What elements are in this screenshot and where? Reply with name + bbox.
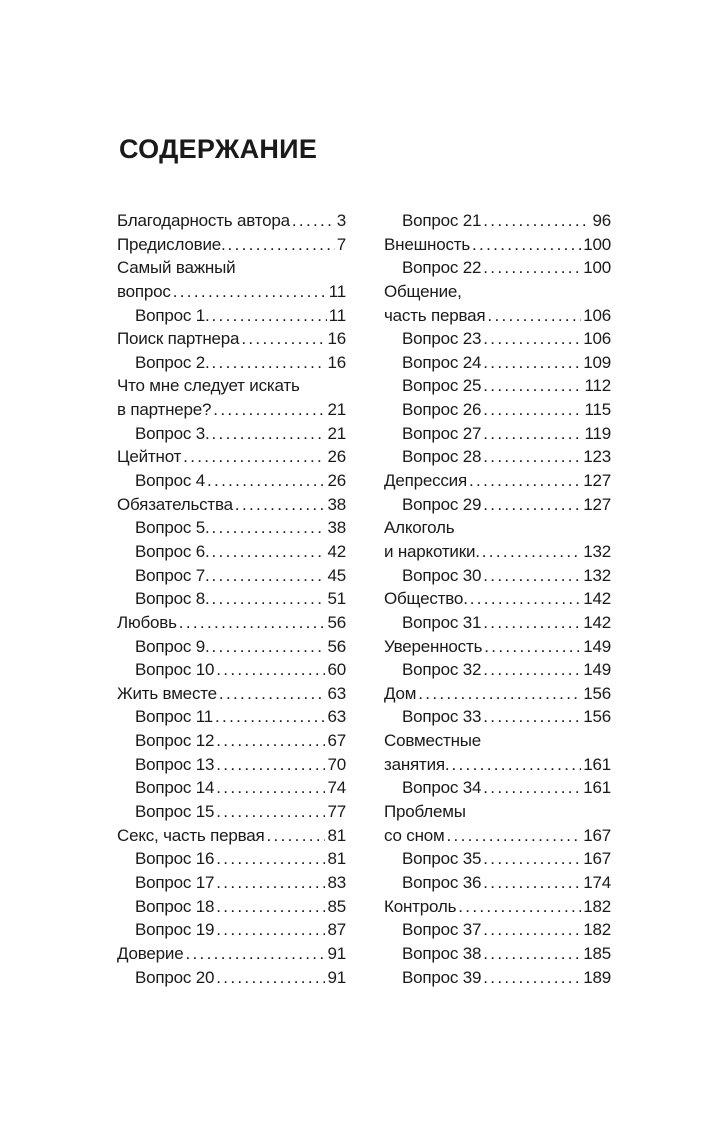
toc-subentry[interactable]: [117, 516, 346, 540]
toc-entry-title: Контроль: [384, 896, 457, 916]
toc-page-number: 81: [327, 849, 346, 869]
toc-entry-title: Вопрос 6.: [135, 541, 210, 561]
dot-leader: [483, 942, 581, 966]
toc-entry-title: вопрос: [117, 281, 171, 301]
toc-entry-title: Вопрос 1.: [135, 305, 210, 325]
toc-entry[interactable]: [384, 233, 611, 257]
dot-leader: [470, 587, 582, 611]
toc-entry-title: Общение,: [384, 281, 462, 301]
dot-leader: [216, 847, 325, 871]
toc-subentry[interactable]: [384, 374, 611, 398]
toc-entry-title: Вопрос 27: [402, 423, 482, 443]
dot-leader: [484, 635, 581, 659]
toc-page-number: 51: [327, 589, 346, 609]
toc-entry[interactable]: [384, 729, 611, 753]
dot-leader: [228, 233, 335, 257]
toc-entry-title: Вопрос 30: [402, 565, 482, 585]
dot-leader: [267, 824, 326, 848]
toc-entry-title: Вопрос 14: [135, 778, 215, 798]
toc-subentry[interactable]: [117, 776, 346, 800]
toc-entry-title: Вопрос 17: [135, 872, 215, 892]
toc-subentry[interactable]: [117, 895, 346, 919]
toc-page-number: 132: [583, 541, 611, 561]
toc-page-number: 156: [583, 683, 611, 703]
toc-entry-title: Вопрос 22: [402, 258, 482, 278]
toc-page-number: 127: [583, 471, 611, 491]
toc-entry-title: часть первая: [384, 305, 486, 325]
toc-entry[interactable]: [117, 280, 346, 304]
toc-entry-title: в партнере?: [117, 400, 212, 420]
toc-entry[interactable]: [117, 445, 346, 469]
toc-subentry[interactable]: [117, 422, 346, 446]
toc-entry[interactable]: [117, 942, 346, 966]
dot-leader: [483, 611, 581, 635]
toc-subentry[interactable]: [117, 304, 346, 328]
toc-page-number: 74: [327, 778, 346, 798]
toc-page-number: 63: [327, 683, 346, 703]
toc-entry[interactable]: [117, 824, 346, 848]
toc-entry-title: занятия.: [384, 754, 450, 774]
toc-page-number: 106: [583, 329, 611, 349]
toc-entry-title: Вопрос 29: [402, 494, 482, 514]
toc-entry-title: Вопрос 32: [402, 660, 482, 680]
toc-subentry[interactable]: [117, 918, 346, 942]
toc-entry[interactable]: [384, 469, 611, 493]
toc-subentry[interactable]: [384, 776, 611, 800]
toc-entry-title: Вопрос 19: [135, 920, 215, 940]
dot-leader: [212, 304, 327, 328]
toc-page-number: 81: [327, 825, 346, 845]
toc-entry-title: Вопрос 4: [135, 471, 205, 491]
dot-leader: [483, 445, 581, 469]
toc-page-number: 115: [584, 400, 611, 420]
toc-entry-title: Вопрос 7.: [135, 565, 210, 585]
dot-leader: [482, 540, 581, 564]
dot-leader: [216, 658, 325, 682]
toc-entry-title: Вопрос 35: [402, 849, 482, 869]
toc-page-number: 60: [327, 660, 346, 680]
toc-subentry[interactable]: [384, 327, 611, 351]
dot-leader: [483, 705, 581, 729]
toc-page-number: 100: [583, 234, 611, 254]
dot-leader: [216, 966, 325, 990]
toc-page-number: 67: [327, 731, 346, 751]
toc-entry-title: Вопрос 15: [135, 802, 215, 822]
toc-subentry[interactable]: [117, 871, 346, 895]
dot-leader: [213, 398, 325, 422]
toc-entry[interactable]: [384, 304, 611, 328]
dot-leader: [483, 422, 582, 446]
toc-entry-title: Вопрос 10: [135, 660, 215, 680]
toc-subentry[interactable]: [117, 587, 346, 611]
dot-leader: [185, 942, 325, 966]
toc-subentry[interactable]: [384, 398, 611, 422]
dot-leader: [212, 564, 326, 588]
toc-entry-title: Цейтнот: [117, 447, 182, 467]
toc-entry[interactable]: [117, 327, 346, 351]
toc-entry-title: Благодарность автора: [117, 211, 290, 230]
dot-leader: [418, 682, 581, 706]
toc-entry[interactable]: [117, 256, 346, 280]
toc-page-number: 167: [583, 825, 611, 845]
toc-page-number: 185: [583, 943, 611, 963]
toc-entry[interactable]: [117, 398, 346, 422]
toc-entry-title: Вопрос 25: [402, 376, 482, 396]
toc-entry-title: Вопрос 8.: [135, 589, 210, 609]
dot-leader: [216, 729, 325, 753]
dot-leader: [212, 351, 326, 375]
dot-leader: [483, 398, 582, 422]
toc-page-number: 16: [327, 329, 346, 349]
toc-entry-title: Что мне следует искать: [117, 376, 300, 396]
dot-leader: [451, 753, 581, 777]
toc-page-number: 123: [583, 447, 611, 467]
dot-leader: [207, 469, 325, 493]
toc-entry-title: Алкоголь: [384, 518, 455, 538]
dot-leader: [173, 280, 327, 304]
toc-entry-title: Вопрос 16: [135, 849, 215, 869]
dot-leader: [212, 540, 326, 564]
toc-page-number: 91: [327, 967, 346, 987]
dot-leader: [472, 233, 581, 257]
toc-page-number: 85: [327, 896, 346, 916]
dot-leader: [212, 587, 326, 611]
toc-page-number: 119: [584, 423, 611, 443]
dot-leader: [483, 327, 581, 351]
toc-page-number: 149: [583, 660, 611, 680]
toc-entry-title: Вопрос 21: [402, 211, 482, 230]
toc-page-number: 182: [583, 896, 611, 916]
toc-entry[interactable]: [117, 682, 346, 706]
toc-entry-title: Вопрос 38: [402, 943, 482, 963]
dot-leader: [483, 564, 581, 588]
toc-page-number: 91: [327, 943, 346, 963]
toc-page-number: 83: [327, 872, 346, 892]
toc-entry-title: Совместные: [384, 731, 482, 751]
toc-page-number: 21: [327, 423, 346, 443]
toc-subentry[interactable]: [384, 611, 611, 635]
dot-leader: [483, 256, 581, 280]
dot-leader: [483, 871, 581, 895]
toc-left-column: [117, 209, 346, 989]
toc-subentry[interactable]: [117, 847, 346, 871]
toc-page-number: 26: [327, 447, 346, 467]
dot-leader: [212, 635, 326, 659]
toc-subentry[interactable]: [117, 658, 346, 682]
dot-leader: [216, 871, 325, 895]
toc-entry-title: Любовь: [117, 612, 177, 632]
dot-leader: [216, 800, 325, 824]
toc-entry-title: Вопрос 26: [402, 400, 482, 420]
dot-leader: [483, 209, 590, 233]
dot-leader: [483, 658, 581, 682]
toc-entry-title: Вопрос 23: [402, 329, 482, 349]
toc-entry-title: Секс, часть первая: [117, 825, 265, 845]
toc-entry-title: Доверие: [117, 943, 184, 963]
toc-subentry[interactable]: [384, 445, 611, 469]
toc-subentry[interactable]: [384, 966, 611, 990]
dot-leader: [212, 422, 326, 446]
toc-subentry[interactable]: [384, 871, 611, 895]
toc-entry[interactable]: [384, 635, 611, 659]
toc-subentry[interactable]: [384, 209, 611, 233]
toc-page-number: 156: [583, 707, 611, 727]
toc-page-number: 11: [328, 305, 346, 325]
toc-entry[interactable]: [384, 280, 611, 304]
toc-subentry[interactable]: [117, 351, 346, 375]
toc-entry[interactable]: [384, 540, 611, 564]
toc-entry-title: Вопрос 13: [135, 754, 215, 774]
toc-entry-title: Дом: [384, 683, 417, 703]
toc-entry-title: Обязательства: [117, 494, 233, 514]
toc-entry[interactable]: [117, 233, 346, 257]
toc-entry-title: Вопрос 5.: [135, 518, 210, 538]
toc-page-number: 38: [327, 518, 346, 538]
toc-page-number: 189: [583, 967, 611, 987]
toc-entry[interactable]: [384, 516, 611, 540]
dot-leader: [483, 776, 581, 800]
toc-entry-title: Жить вместе: [117, 683, 217, 703]
page-title: СОДЕРЖАНИЕ: [119, 134, 318, 164]
toc-entry-title: Поиск партнера: [117, 329, 240, 349]
toc-entry-title: Вопрос 39: [402, 967, 482, 987]
toc-subentry[interactable]: [117, 753, 346, 777]
toc-entry-title: и наркотики.: [384, 541, 480, 561]
dot-leader: [241, 327, 325, 351]
toc-entry-title: Общество.: [384, 589, 468, 609]
dot-leader: [216, 753, 325, 777]
toc-subentry[interactable]: [384, 847, 611, 871]
dot-leader: [483, 966, 581, 990]
toc-page-number: 7: [336, 234, 346, 254]
toc-subentry[interactable]: [117, 966, 346, 990]
toc-subentry[interactable]: [117, 729, 346, 753]
toc-entry[interactable]: [384, 587, 611, 611]
toc-subentry[interactable]: [117, 705, 346, 729]
toc-entry[interactable]: [117, 611, 346, 635]
toc-subentry[interactable]: [384, 422, 611, 446]
toc-entry[interactable]: [384, 753, 611, 777]
toc-subentry[interactable]: [384, 493, 611, 517]
toc-page-number: 100: [583, 258, 611, 278]
toc-subentry[interactable]: [117, 800, 346, 824]
toc-entry-title: Самый важный: [117, 258, 236, 278]
dot-leader: [216, 776, 325, 800]
dot-leader: [469, 469, 581, 493]
toc-entry[interactable]: [117, 209, 346, 233]
toc-entry-title: Внешность: [384, 234, 471, 254]
toc-page-number: 96: [592, 211, 611, 230]
toc-entry[interactable]: [384, 824, 611, 848]
toc-entry-title: Вопрос 31: [402, 612, 482, 632]
toc-entry-title: Уверенность: [384, 636, 483, 656]
toc-entry-title: Вопрос 18: [135, 896, 215, 916]
toc-subentry[interactable]: [117, 635, 346, 659]
toc-entry-title: Вопрос 24: [402, 352, 482, 372]
toc-entry-title: Вопрос 33: [402, 707, 482, 727]
dot-leader: [447, 824, 582, 848]
dot-leader: [219, 682, 326, 706]
toc-subentry[interactable]: [384, 351, 611, 375]
toc-page-number: 149: [583, 636, 611, 656]
dot-leader: [458, 895, 581, 919]
toc-page-number: 56: [327, 636, 346, 656]
toc-page-number: 127: [583, 494, 611, 514]
toc-entry-title: Проблемы: [384, 802, 466, 822]
toc-subentry[interactable]: [384, 942, 611, 966]
toc-page-number: 161: [583, 754, 611, 774]
toc-entry-title: Вопрос 3.: [135, 423, 210, 443]
dot-leader: [487, 304, 581, 328]
dot-leader: [483, 374, 582, 398]
dot-leader: [216, 895, 325, 919]
toc-entry[interactable]: [384, 895, 611, 919]
toc-subentry[interactable]: [384, 918, 611, 942]
toc-page-number: 21: [327, 400, 346, 420]
toc-page-number: 142: [583, 612, 611, 632]
toc-page-number: 16: [327, 352, 346, 372]
toc-page-number: 142: [583, 589, 611, 609]
dot-leader: [483, 493, 581, 517]
toc-page-number: 87: [327, 920, 346, 940]
toc-subentry[interactable]: [117, 540, 346, 564]
toc-entry-title: Вопрос 20: [135, 967, 215, 987]
toc-page-number: 63: [327, 707, 346, 727]
toc-page-number: 70: [327, 754, 346, 774]
toc-entry[interactable]: [117, 493, 346, 517]
toc-right-column: [384, 209, 611, 989]
dot-leader: [179, 611, 326, 635]
toc-entry-title: Вопрос 9.: [135, 636, 210, 656]
toc-entry[interactable]: [384, 800, 611, 824]
toc-entry[interactable]: [117, 374, 346, 398]
toc-page-number: 132: [583, 565, 611, 585]
toc-subentry[interactable]: [117, 564, 346, 588]
toc-page-number: 182: [583, 920, 611, 940]
toc-entry-title: Предисловие.: [117, 234, 226, 254]
toc-page-number: 106: [583, 305, 611, 325]
toc-entry-title: Вопрос 28: [402, 447, 482, 467]
toc-entry-title: Вопрос 11: [135, 707, 213, 727]
toc-page-number: 167: [583, 849, 611, 869]
toc-page-number: 3: [336, 211, 346, 230]
toc-subentry[interactable]: [384, 705, 611, 729]
toc-subentry[interactable]: [117, 469, 346, 493]
toc-page-number: 42: [327, 541, 346, 561]
toc-entry-title: Вопрос 36: [402, 872, 482, 892]
toc-page-number: 174: [583, 872, 611, 892]
toc-entry-title: со сном: [384, 825, 445, 845]
dot-leader: [483, 847, 581, 871]
toc-entry-title: Вопрос 37: [402, 920, 482, 940]
dot-leader: [212, 516, 326, 540]
toc-page-number: 11: [328, 281, 346, 301]
toc-entry[interactable]: [384, 682, 611, 706]
toc-entry-title: Вопрос 12: [135, 731, 215, 751]
dot-leader: [216, 918, 325, 942]
toc-subentry[interactable]: [384, 658, 611, 682]
toc-page-number: 112: [584, 376, 611, 396]
dot-leader: [235, 493, 326, 517]
toc-subentry[interactable]: [384, 256, 611, 280]
toc-subentry[interactable]: [384, 564, 611, 588]
toc-page-number: 45: [327, 565, 346, 585]
dot-leader: [215, 705, 326, 729]
toc-entry-title: Вопрос 2.: [135, 352, 210, 372]
toc-page-number: 109: [583, 352, 611, 372]
toc-entry-title: Вопрос 34: [402, 778, 482, 798]
toc-page-number: 161: [583, 778, 611, 798]
toc-page-number: 56: [327, 612, 346, 632]
toc-page-number: 38: [327, 494, 346, 514]
dot-leader: [292, 209, 335, 233]
dot-leader: [483, 918, 581, 942]
toc-page-number: 26: [327, 471, 346, 491]
dot-leader: [483, 351, 581, 375]
toc-page-number: 77: [327, 802, 346, 822]
toc-entry-title: Депрессия: [384, 471, 467, 491]
dot-leader: [183, 445, 325, 469]
